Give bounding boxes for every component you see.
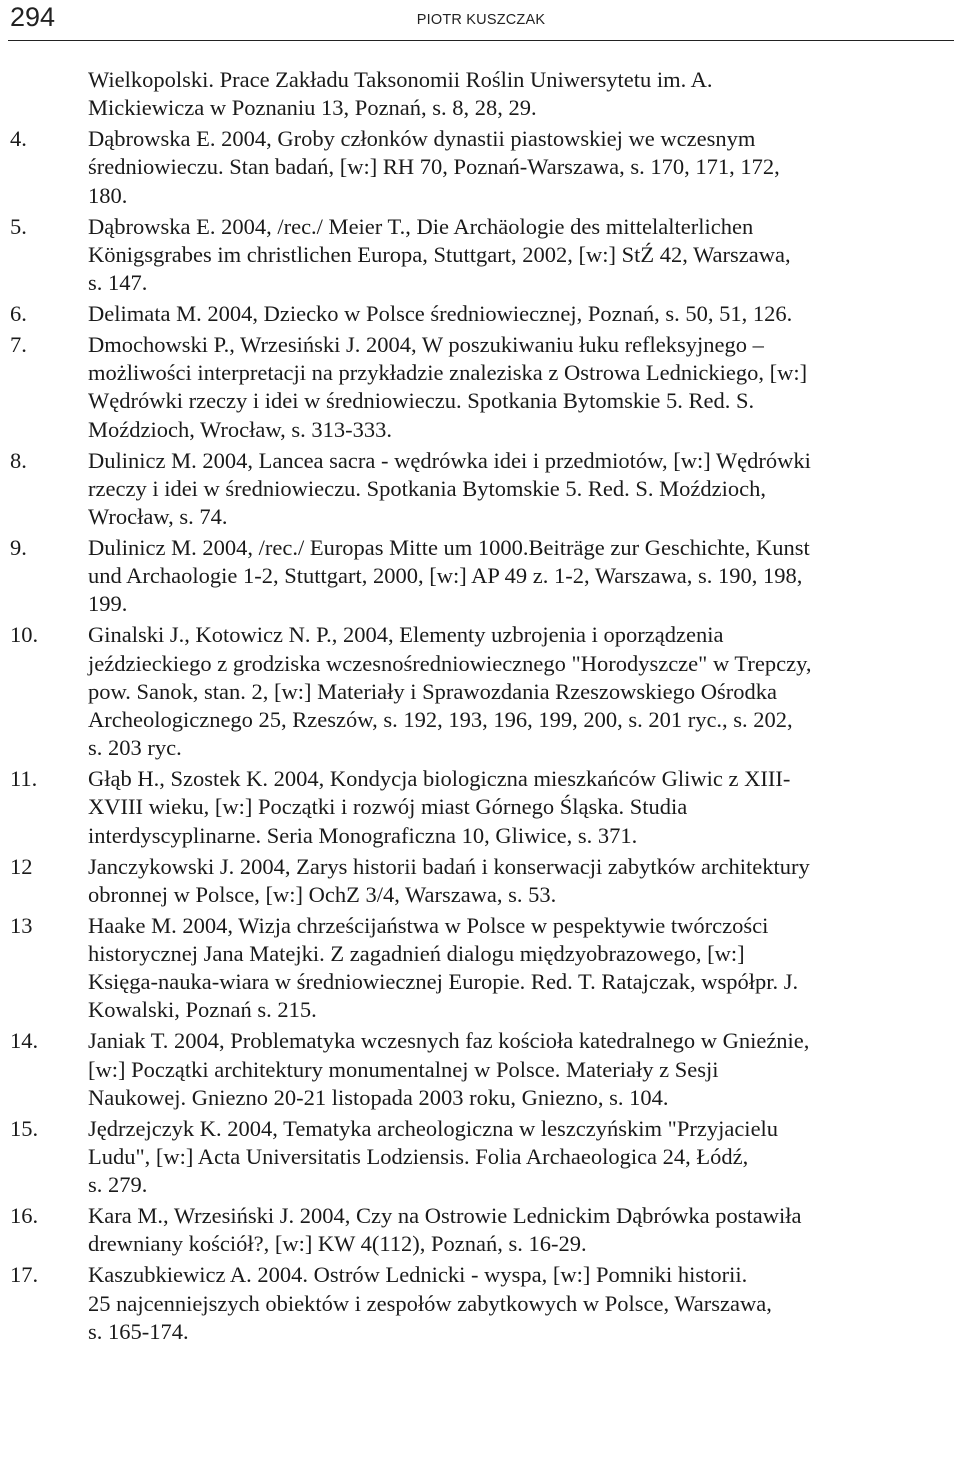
reference-text: Wielkopolski. Prace Zakładu Taksonomii Roślin Uniwersytetu im. A. Mickiewicza w Poznaniu 13, Poznań, s. 8, 28, 29. — [88, 67, 713, 121]
reference-item — [0, 447, 960, 532]
reference-item — [0, 853, 960, 909]
reference-text: Dulinicz M. 2004, Lancea sacra - wędrówka idei i przedmiotów, [w:] Wędrówki rzeczy i idei w średniowieczu. Spotkania Bytomskie 5. Red. S. Moździoch, Wrocław, s. 74. — [88, 447, 811, 530]
reference-number: 8. — [10, 447, 27, 473]
reference-item — [0, 1027, 960, 1112]
reference-item — [0, 125, 960, 210]
reference-number: 13 — [10, 912, 33, 938]
reference-item — [0, 213, 960, 298]
reference-text: Dąbrowska E. 2004, Groby członków dynastii piastowskiej we wczesnym średniowieczu. Stan badań, [w:] RH 70, Poznań-Warszawa, s. 170, 171, 172, 180. — [88, 126, 780, 208]
reference-item — [0, 331, 960, 444]
reference-text: Głąb H., Szostek K. 2004, Kondycja biologiczna mieszkańców Gliwic z XIII- XVIII wieku, [w:] Początki i rozwój miast Górnego Śląska. Studia interdyscyplinarne. Seria Monograficzna 10, Gliwice, s. 371. — [88, 766, 791, 848]
reference-item — [0, 534, 960, 619]
reference-item — [0, 1115, 960, 1200]
reference-number: 12 — [10, 853, 33, 879]
reference-text: Janczykowski J. 2004, Zarys historii badań i konserwacji zabytków architektury obronnej w Polsce, [w:] OchZ 3/4, Warszawa, s. 53. — [88, 853, 810, 907]
reference-text: Janiak T. 2004, Problematyka wczesnych faz kościoła katedralnego w Gnieźnie, [w:] Początki architektury monumentalnej w Polsce. Materiały z Sesji Naukowej. Gniezno 20-21 listopada 2003 roku, Gniezno, s. 104. — [88, 1028, 810, 1110]
reference-number: 7. — [10, 332, 27, 358]
reference-item — [0, 621, 960, 762]
reference-text: Kaszubkiewicz A. 2004. Ostrów Lednicki - wyspa, [w:] Pomniki historii. 25 najcenniejszych obiektów i zespołów zabytkowych w Polsce, Warszawa, s. 165-174. — [88, 1262, 772, 1344]
reference-number: 9. — [10, 535, 27, 561]
reference-number: 4. — [10, 126, 27, 152]
page-number: 294 — [10, 2, 56, 32]
reference-item — [0, 765, 960, 850]
reference-number: 10. — [10, 622, 39, 648]
reference-number: 17. — [10, 1262, 39, 1288]
reference-list — [0, 66, 960, 1349]
reference-text: Dulinicz M. 2004, /rec./ Europas Mitte um 1000.Beiträge zur Geschichte, Kunst und Archaologie 1-2, Stuttgart, 2000, [w:] AP 49 z. 1-2, Warszawa, s. 190, 198, 199. — [88, 535, 810, 617]
reference-item — [0, 1202, 960, 1258]
reference-number: 5. — [10, 213, 27, 239]
reference-item — [0, 300, 960, 328]
reference-text: Ginalski J., Kotowicz N. P., 2004, Elementy uzbrojenia i oporządzenia jeździeckiego z grodziska wczesnośredniowiecznego "Horodyszcze" w Trepczy, pow. Sanok, stan. 2, [w:] Materiały i Sprawozdania Rzeszowskiego Ośrodka Archeologicznego 25, Rzeszów, s. 192, 193, 196, 199, 200, s. 201 ryc., s. 202, s. 203 ryc. — [88, 622, 812, 761]
reference-text: Jędrzejczyk K. 2004, Tematyka archeologiczna w leszczyńskim "Przyjacielu Ludu", [w:] Acta Universitatis Lodziensis. Folia Archaeologica 24, Łódź, s. 279. — [88, 1115, 779, 1198]
reference-number: 11. — [10, 766, 38, 792]
reference-text: Kara M., Wrzesiński J. 2004, Czy na Ostrowie Lednickim Dąbrówka postawiła drewniany kościół?, [w:] KW 4(112), Poznań, s. 16-29. — [88, 1203, 802, 1257]
reference-text: Dmochowski P., Wrzesiński J. 2004, W poszukiwaniu łuku refleksyjnego – możliwości interpretacji na przykładzie znaleziska z Ostrowa Lednickiego, [w:] Wędrówki rzeczy i idei w średniowieczu. Spotkania Bytomskie 5. Red. S. Moździoch, Wrocław, s. 313-333. — [88, 332, 808, 442]
page-header — [8, 0, 954, 41]
running-head: PIOTR KUSZCZAK — [416, 12, 546, 28]
reference-item — [0, 912, 960, 1025]
reference-item — [0, 1261, 960, 1346]
reference-number: 15. — [10, 1115, 39, 1141]
reference-text: Haake M. 2004, Wizja chrześcijaństwa w Polsce w pespektywie twórczości historycznej Jana Matejki. Z zagadnień dialogu międzyobrazowego, [w:] Księga-nauka-wiara w średniowiecznej Europie. Red. T. Ratajczak, współpr. J. Kowalski, Poznań s. 215. — [88, 912, 799, 1023]
reference-text: Dąbrowska E. 2004, /rec./ Meier T., Die Archäologie des mittelalterlichen Königsgrabes im christlichen Europa, Stuttgart, 2002, [w:] StŹ 42, Warszawa, s. 147. — [88, 213, 791, 296]
reference-number: 6. — [10, 301, 27, 327]
reference-text: Delimata M. 2004, Dziecko w Polsce średniowiecznej, Poznań, s. 50, 51, 126. — [88, 301, 793, 327]
reference-number: 16. — [10, 1203, 39, 1229]
reference-number: 14. — [10, 1028, 39, 1054]
reference-item — [0, 66, 960, 122]
